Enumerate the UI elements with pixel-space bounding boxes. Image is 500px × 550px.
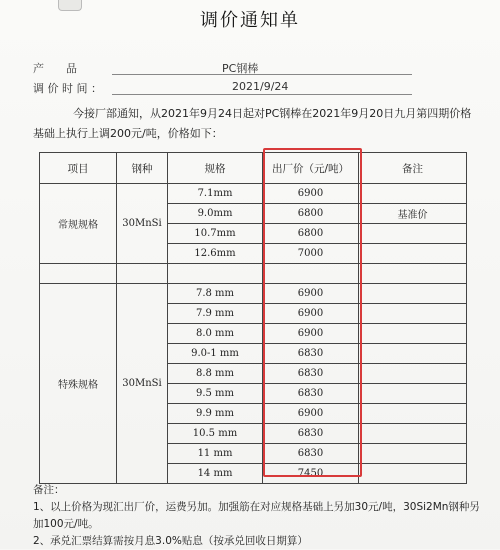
page-title: 调价通知单 <box>200 10 300 31</box>
note-cell <box>359 384 467 404</box>
product-underline <box>112 74 412 75</box>
spec-cell: 14 mm <box>168 464 263 484</box>
price-cell: 7450 <box>263 464 359 484</box>
note-cell <box>359 324 467 344</box>
spacer-cell <box>263 264 359 284</box>
intro-paragraph: 今接厂部通知，从2021年9月24日起对PC钢棒在2021年9月20日九月第四期价格基础上执行上调200元/吨，价格如下： <box>33 107 472 140</box>
note-cell <box>359 244 467 264</box>
price-cell: 6830 <box>263 384 359 404</box>
notes-line-1: 1、以上价格为现汇出厂价，运费另加。加强筋在对应规格基础上另加30元/吨，30Si2Mn钢种另加100元/吨。 <box>33 501 480 530</box>
spacer-cell <box>117 264 168 284</box>
header-note: 备注 <box>359 153 467 184</box>
note-cell <box>359 444 467 464</box>
notes-line-2: 2、承兑汇票结算需按月息3.0%贴息（按承兑回收日期算） <box>33 535 308 547</box>
group-steel-regular: 30MnSi <box>117 184 168 264</box>
price-cell: 6900 <box>263 324 359 344</box>
note-cell <box>359 364 467 384</box>
note-cell <box>359 464 467 484</box>
spec-cell: 12.6mm <box>168 244 263 264</box>
table-spacer-row <box>40 264 467 284</box>
spec-cell: 8.0 mm <box>168 324 263 344</box>
spec-cell: 7.1mm <box>168 184 263 204</box>
price-cell: 6830 <box>263 444 359 464</box>
note-cell <box>359 304 467 324</box>
spec-cell: 8.8 mm <box>168 364 263 384</box>
notes-section <box>33 482 483 550</box>
spacer-cell <box>168 264 263 284</box>
note-cell-benchmark: 基准价 <box>359 204 467 224</box>
header-steel: 钢种 <box>117 153 168 184</box>
date-label: 调 价 时 间 ： <box>33 82 102 95</box>
group-item-regular: 常规规格 <box>40 184 117 264</box>
spec-cell: 11 mm <box>168 444 263 464</box>
header-spec: 规格 <box>168 153 263 184</box>
price-table <box>39 152 467 484</box>
product-label: 产 品 <box>33 62 77 75</box>
product-value: PC钢棒 <box>222 62 259 75</box>
price-cell: 6800 <box>263 204 359 224</box>
note-cell <box>359 344 467 364</box>
header-item: 项目 <box>40 153 117 184</box>
spacer-cell <box>359 264 467 284</box>
spec-cell: 9.9 mm <box>168 404 263 424</box>
price-cell: 6900 <box>263 184 359 204</box>
note-cell <box>359 404 467 424</box>
price-cell: 6900 <box>263 404 359 424</box>
table-row <box>40 184 467 204</box>
spacer-cell <box>40 264 117 284</box>
spec-cell: 10.7mm <box>168 224 263 244</box>
notes-heading: 备注： <box>33 484 65 496</box>
price-cell: 6830 <box>263 344 359 364</box>
note-cell <box>359 184 467 204</box>
price-cell: 6800 <box>263 224 359 244</box>
table-header-row <box>40 153 467 184</box>
spec-cell: 9.5 mm <box>168 384 263 404</box>
price-cell: 6900 <box>263 304 359 324</box>
group-item-special: 特殊规格 <box>40 284 117 484</box>
date-value: 2021/9/24 <box>232 80 289 93</box>
note-cell <box>359 284 467 304</box>
group-steel-special: 30MnSi <box>117 284 168 484</box>
price-cell: 6900 <box>263 284 359 304</box>
note-cell <box>359 424 467 444</box>
note-cell <box>359 224 467 244</box>
spec-cell: 9.0-1 mm <box>168 344 263 364</box>
price-cell: 6830 <box>263 364 359 384</box>
price-cell: 7000 <box>263 244 359 264</box>
spec-cell: 7.9 mm <box>168 304 263 324</box>
price-cell: 6830 <box>263 424 359 444</box>
spec-cell: 7.8 mm <box>168 284 263 304</box>
table-row <box>40 284 467 304</box>
header-price: 出厂价（元/吨） <box>263 153 359 184</box>
date-underline <box>112 94 412 95</box>
spec-cell: 9.0mm <box>168 204 263 224</box>
spec-cell: 10.5 mm <box>168 424 263 444</box>
